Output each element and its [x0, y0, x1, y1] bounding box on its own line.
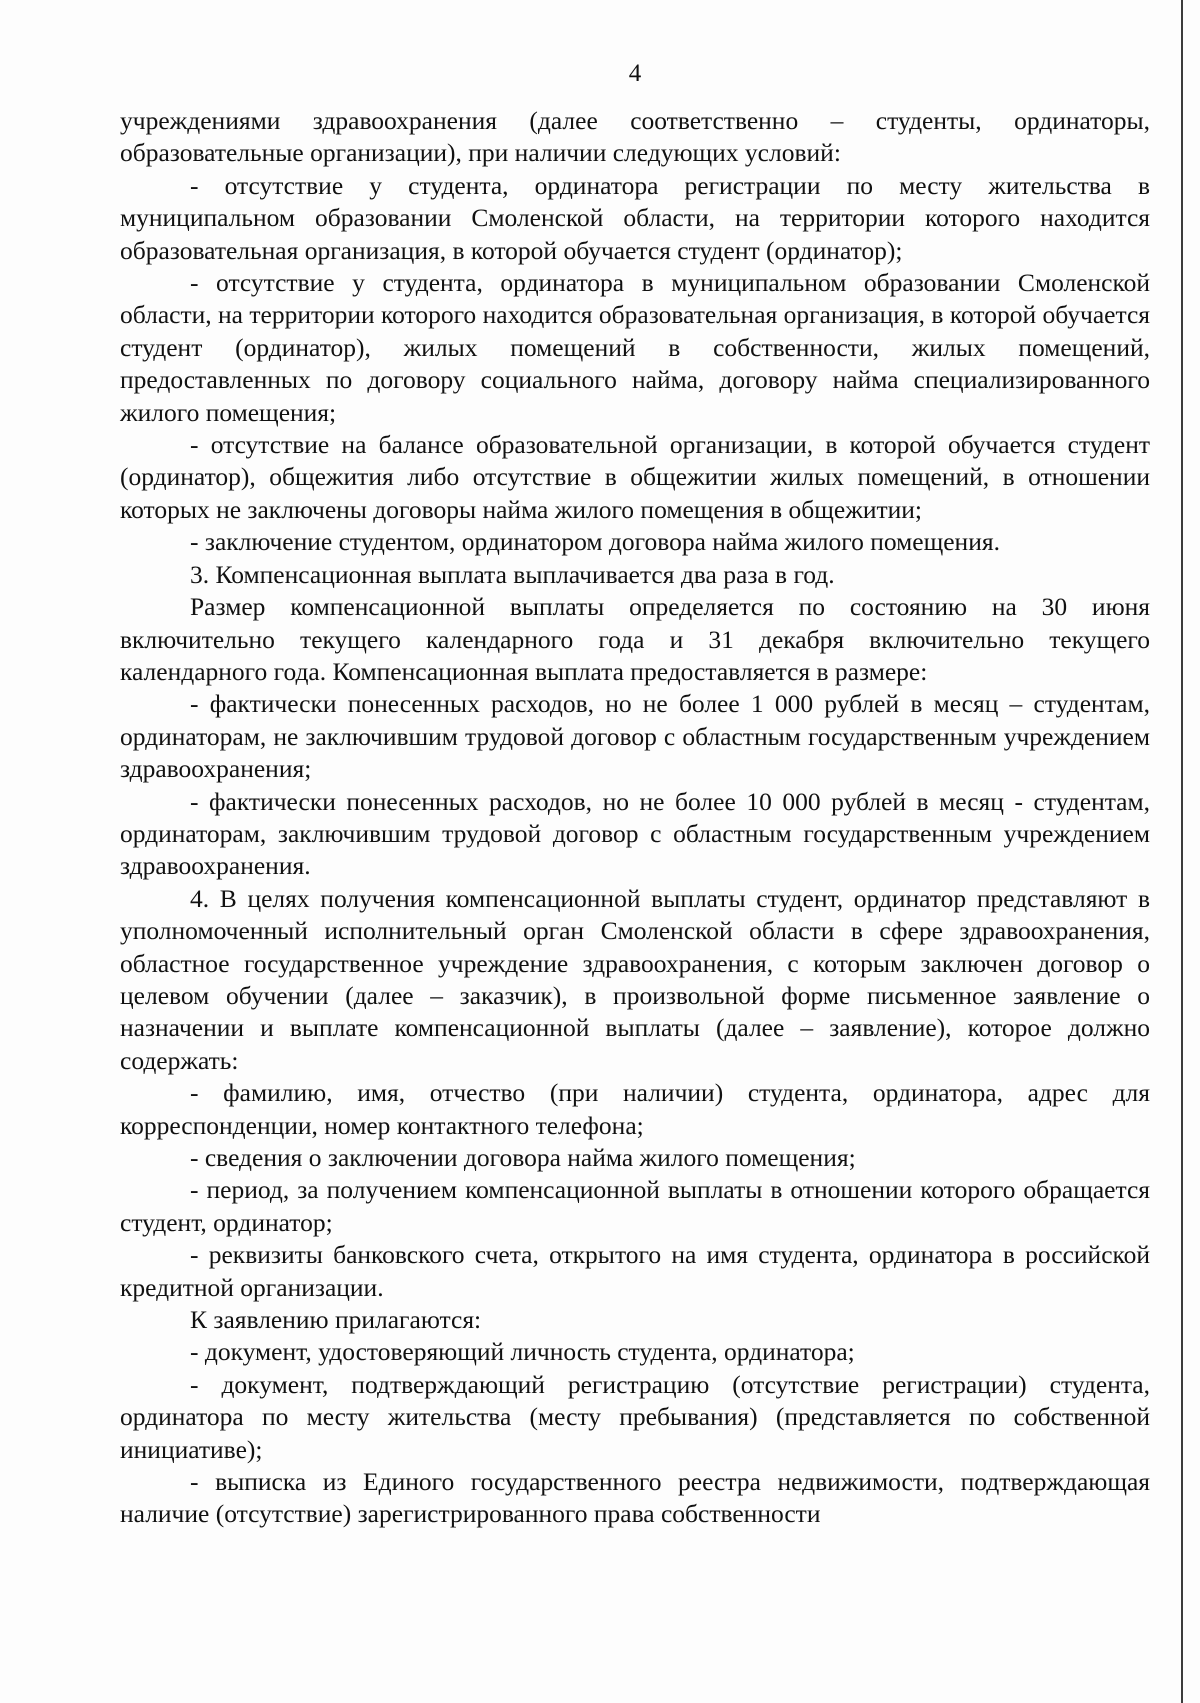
paragraph: - выписка из Единого государственного реестра недвижимости, подтверждающая наличие (отсутствие) зарегистрированного права собственности [120, 1467, 1150, 1529]
document-body [120, 105, 1150, 1531]
paragraph: - фамилию, имя, отчество (при наличии) студента, ординатора, адрес для корреспонденции, номер контактного телефона; [120, 1078, 1150, 1140]
paragraph: - заключение студентом, ординатором договора найма жилого помещения. [190, 527, 1000, 557]
paragraph: - документ, удостоверяющий личность студента, ординатора; [190, 1337, 855, 1367]
paragraph: 3. Компенсационная выплата выплачивается два раза в год. [190, 559, 835, 589]
paragraph: - фактически понесенных расходов, но не более 1 000 рублей в месяц – студентам, ординаторам, не заключившим трудовой договор с областным государственным учреждением здравоохранения; [120, 689, 1150, 784]
paragraph: - реквизиты банковского счета, открытого на имя студента, ординатора в российской кредитной организации. [120, 1240, 1150, 1302]
paragraph: - документ, подтверждающий регистрацию (отсутствие регистрации) студента, ординатора по месту жительства (месту пребывания) (представляется по собственной инициативе); [120, 1369, 1150, 1464]
paragraph: 4. В целях получения компенсационной выплаты студент, ординатор представляют в уполномоченный исполнительный орган Смоленской области в сфере здравоохранения, областное государственное учреждение здравоохранения, с которым заключен договор о целевом обучении (далее – заказчик), в произвольной форме письменное заявление о назначении и выплате компенсационной выплаты (далее – заявление), которое должно содержать: [120, 883, 1150, 1075]
paragraph: - фактически понесенных расходов, но не более 10 000 рублей в месяц - студентам, ординаторам, заключившим трудовой договор с областным государственным учреждением здравоохранения. [120, 786, 1150, 881]
paragraph: К заявлению прилагаются: [190, 1305, 482, 1335]
paragraph: - отсутствие у студента, ординатора регистрации по месту жительства в муниципальном образовании Смоленской области, на территории которого находится образовательная организация, в которой обучается студент (ординатор); [120, 170, 1150, 265]
scan-border-line [1181, 0, 1183, 1703]
paragraph: - период, за получением компенсационной выплаты в отношении которого обращается студент, ординатор; [120, 1175, 1150, 1237]
paragraph: - отсутствие у студента, ординатора в муниципальном образовании Смоленской области, на территории которого находится образовательная организация, в которой обучается студент (ординатор), жилых помещений в собственности, жилых помещений, предоставленных по договору социального найма, договору найма специализированного жилого помещения; [120, 268, 1150, 427]
paragraph: - отсутствие на балансе образовательной организации, в которой обучается студент (ординатор), общежития либо отсутствие в общежитии жилых помещений, в отношении которых не заключены договоры найма жилого помещения в общежитии; [120, 430, 1150, 524]
paragraph: учреждениями здравоохранения (далее соответственно – студенты, ординаторы, образовательные организации), при наличии следующих условий: [120, 106, 1150, 168]
paragraph: Размер компенсационной выплаты определяется по состоянию на 30 июня включительно текущего календарного года и 31 декабря включительно текущего календарного года. Компенсационная выплата предоставляется в размере: [120, 592, 1150, 686]
page-number: 4 [628, 60, 642, 87]
paragraph: - сведения о заключении договора найма жилого помещения; [190, 1143, 856, 1172]
